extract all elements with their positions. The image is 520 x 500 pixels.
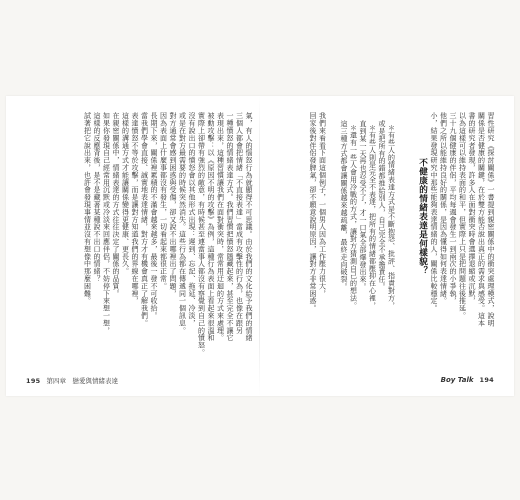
left-page-body xyxy=(24,112,252,364)
book-title: Boy Talk xyxy=(440,376,474,384)
body-column: 一種憤怒的情緒表達方式。我們習慣把憤怒隱藏起來，甚至完全不讓它 xyxy=(226,112,234,342)
right-page-body xyxy=(276,112,494,364)
body-column: 表達憤怒不等於攻擊，而是讓對方知道我們的界線在哪裡， xyxy=(131,112,139,305)
body-column: 因為表面上什麼事都沒有發生，一切看起來都很正常。 xyxy=(159,112,168,290)
page-gutter xyxy=(259,96,260,396)
intro-column: 小，結果發現研究中那些能夠表達情緒的人，關係比較穩定。 xyxy=(430,112,438,312)
closing-column: 我們來看看下面這個例子，一個男人因為工作壓力很大， xyxy=(318,112,327,297)
spacer xyxy=(397,112,407,364)
body-column: 試著把它說出來，也許會發現事情並沒有想像中那麼困難。 xyxy=(83,112,92,305)
intro-column: 習性研究《探討關係》一書提到親密關係中的衝突處理模式，說明 xyxy=(487,112,495,327)
bullet-column: 這三種方式都會讓關係越來越疏離，最終走向破裂。 xyxy=(340,120,348,291)
body-column: 或是在對方最需要的時候突然消失。這些行為都在傳遞同一個訊息。 xyxy=(178,112,187,334)
body-column: 如果你發現自己經常用沉默或冷淡來回應伴侶，不妨停下來想一想， xyxy=(102,112,111,334)
intro-column: 他們之所以能維持良好的關係，是因為懂得如何表達情緒。 xyxy=(439,112,448,305)
bullet-column: 或是把所有的錯都推給別人，自己完全不承擔責任。 xyxy=(378,120,386,291)
bullet-column: 直到某一天再也忍受不了，才一口氣全部爆發出來。 xyxy=(359,120,367,291)
body-column: 這樣的反應背後，是不是藏著某種說不出口的情緒？ xyxy=(93,112,101,283)
body-column: 對方通常會感到困惑與受傷，卻又說不出哪裡出了問題， xyxy=(169,112,177,297)
intro-column: 書的研究者發現，許多人在面對衝突時會選擇退縮或沉默， xyxy=(468,112,476,305)
body-column: 當我們學會直接、誠實地表達情緒，對方才有機會真正了解我們。 xyxy=(140,112,149,327)
spacer xyxy=(328,112,338,364)
intro-column: 三十九個健康的伴侶，平均每週會發生一到兩次的小爭執， xyxy=(449,112,457,305)
bullet-column: ＊有些人則是完全不表達，把所有的情緒都壓抑在心裡， xyxy=(368,124,377,309)
intro-column: 以為這樣可以維持表面的和平，但實際上只是把問題往後推延。 xyxy=(458,112,467,320)
section-heading: 不健康的情緒表達是何樣貌？ xyxy=(417,158,428,275)
bullet-column: ＊有些人的情緒表達方式是不斷抱怨、批評、指責對方， xyxy=(387,124,396,309)
left-folio xyxy=(26,376,118,385)
body-column: 這樣的溝通方式才能讓關係變得更健康、更長久。 xyxy=(121,112,130,275)
body-column: 實際上卻帶有強烈的敵意，有時候甚至連當事人都沒有察覺到自己的憤怒。 xyxy=(197,112,206,357)
page-number: 195 xyxy=(26,376,41,385)
body-column: 被動攻擊：以《原因不明的攻擊》為例，這種行為表面上看起來很溫和 xyxy=(207,112,215,342)
body-column: 長期下來，關係裡累積的不滿會越來越多，最後一發不可收拾。 xyxy=(150,112,158,320)
chapter-title: 第四章 戀愛與情緒表達 xyxy=(46,377,118,385)
body-column: 三個人都會把情緒「不直接表達」當成有攻擊性的行為，也像在跟另 xyxy=(235,112,244,334)
intro-column: 關係是否健康的關鍵，在於雙方能否說出真正的需求與感受。這本 xyxy=(477,112,486,327)
page-number: 194 xyxy=(479,376,494,384)
bullet-column: ＊還有一些人會用冷戰的方式，讓對方猜測自己的想法。 xyxy=(349,124,358,309)
right-folio xyxy=(441,376,494,384)
closing-column: 回家後對伴侶發脾氣，卻不願意說明原因，讓對方非常困惑。 xyxy=(309,112,317,312)
body-column: 氣，有人的惱怒行為就顯得不可思議。由於我們的文化給予我們的情緒 xyxy=(245,112,253,342)
body-column: 表現出來，這種習慣讓我們在面對衝突時，常常用迂迴的方式來處理。 xyxy=(216,112,225,342)
body-column: 在親密關係中，情緒表達的方式往往決定了關係的品質。 xyxy=(112,112,120,297)
body-column: 沒有說出口的憤怒會以其他形式出現：遲到、忘記、拖延、冷淡， xyxy=(188,112,196,327)
